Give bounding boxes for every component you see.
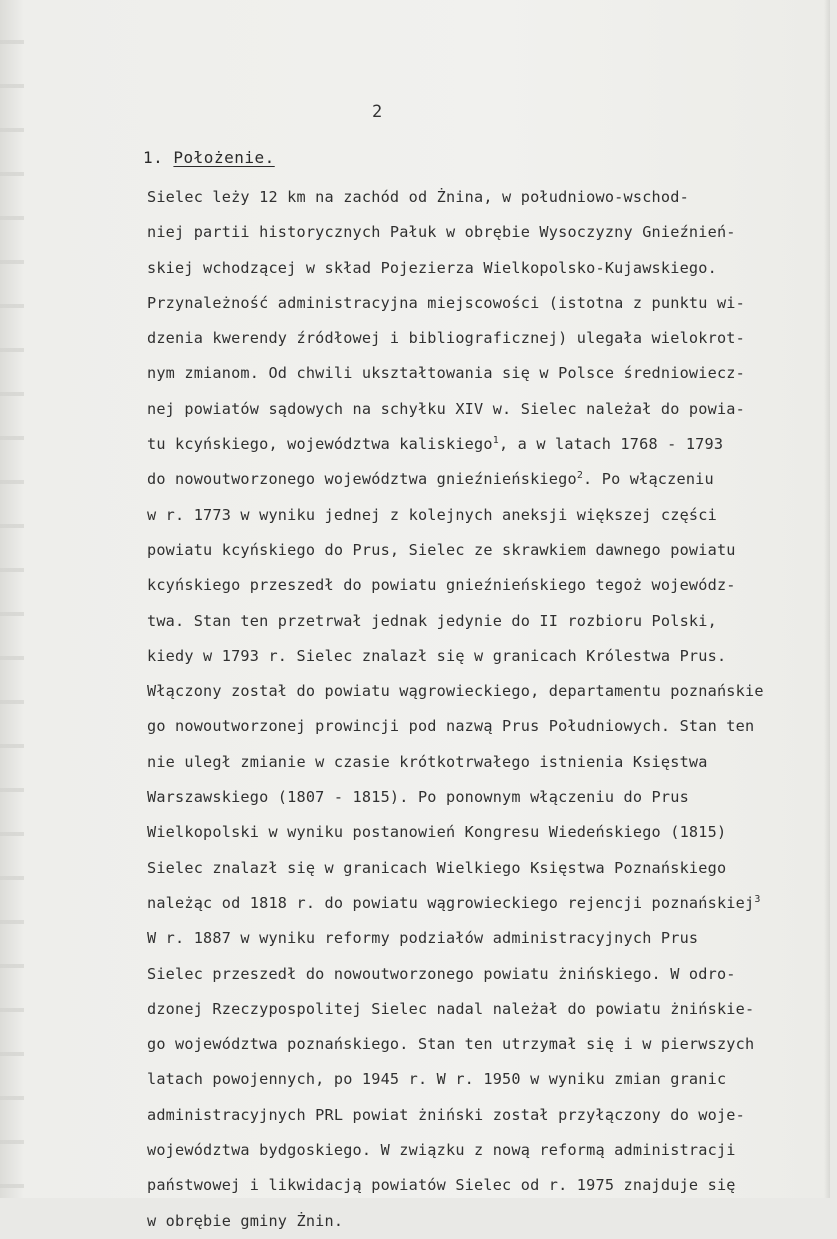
footnote-marker: 1 — [492, 435, 499, 447]
text-line: Warszawskiego (1807 - 1815). Po ponownym włączeniu do Prus — [147, 788, 689, 807]
text-segment: tu kcyńskiego, województwa kaliskiego — [147, 435, 493, 454]
text-line — [147, 462, 837, 497]
footnote-marker: 3 — [754, 893, 761, 905]
binding-holes-margin — [0, 0, 24, 1198]
text-line: dzenia kwerendy źródłowej i bibliograficznej) ulegała wielokrot- — [147, 329, 745, 348]
text-line: latach powojennych, po 1945 r. W r. 1950 w wyniku zmian granic — [147, 1070, 727, 1089]
text-line: nie uległ zmianie w czasie krótkotrwałego istnienia Księstwa — [147, 752, 708, 771]
text-line: nym zmianom. Od chwili ukształtowania się w Polsce średniowiecz- — [147, 364, 745, 383]
text-line: państwowej i likwidacją powiatów Sielec od r. 1975 znajduje się — [147, 1176, 736, 1195]
text-line: w obrębie gminy Żnin. — [147, 1211, 344, 1230]
text-line: niej partii historycznych Pałuk w obrębie Wysoczyzny Gnieźnień- — [147, 223, 736, 242]
body-paragraph — [147, 180, 837, 1239]
text-line: Sielec przeszedł do nowoutworzonego powiatu żnińskiego. W odro- — [147, 964, 736, 983]
text-segment: . Po włączeniu — [583, 470, 714, 489]
text-line: nej powiatów sądowych na schyłku XIV w. Sielec należał do powia- — [147, 399, 745, 418]
text-segment: do nowoutworzonego województwa gnieźnieńskiego — [147, 470, 577, 489]
text-line: Włączony został do powiatu wągrowieckiego, departamentu poznańskie — [147, 682, 764, 701]
text-line — [147, 427, 837, 462]
text-line: w r. 1773 w wyniku jednej z kolejnych aneksji większej części — [147, 505, 717, 524]
text-line: twa. Stan ten przetrwał jednak jedynie do II rozbioru Polski, — [147, 611, 717, 630]
text-line: Sielec znalazł się w granicach Wielkiego Księstwa Poznańskiego — [147, 858, 727, 877]
section-number: 1. — [143, 148, 164, 167]
text-line: W r. 1887 w wyniku reformy podziałów administracyjnych Prus — [147, 929, 699, 948]
section-heading — [143, 148, 275, 167]
text-line: dzonej Rzeczypospolitej Sielec nadal należał do powiatu żnińskie- — [147, 999, 755, 1018]
text-line: kcyńskiego przeszedł do powiatu gnieźnieńskiego tegoż wojewódz- — [147, 576, 736, 595]
text-line: Wielkopolski w wyniku postanowień Kongresu Wiedeńskiego (1815) — [147, 823, 727, 842]
text-segment: , a w latach 1768 - 1793 — [498, 435, 724, 454]
text-line: powiatu kcyńskiego do Prus, Sielec ze skrawkiem dawnego powiatu — [147, 540, 736, 559]
text-line: kiedy w 1793 r. Sielec znalazł się w granicach Królestwa Prus. — [147, 646, 727, 665]
footnote-marker: 2 — [576, 470, 584, 482]
text-line: Przynależność administracyjna miejscowości (istotna z punktu wi- — [147, 293, 745, 312]
text-line: administracyjnych PRL powiat żniński został przyłączony do woje- — [147, 1105, 745, 1124]
text-line: województwa bydgoskiego. W związku z nową reformą administracji — [147, 1141, 736, 1160]
text-line: go nowoutworzonej prowincji pod nazwą Prus Południowych. Stan ten — [147, 717, 755, 736]
text-segment: należąc od 1818 r. do powiatu wągrowieckiego rejencji poznańskiej — [147, 893, 755, 912]
text-line: skiej wchodzącej w skład Pojezierza Wielkopolsko-Kujawskiego. — [147, 258, 717, 277]
text-line: Sielec leży 12 km na zachód od Żnina, w południowo-wschod- — [147, 188, 689, 206]
page-number: 2 — [372, 102, 383, 122]
text-line — [147, 886, 837, 921]
text-line: go województwa poznańskiego. Stan ten utrzymał się i w pierwszych — [147, 1035, 755, 1054]
section-title: Położenie. — [173, 148, 275, 167]
